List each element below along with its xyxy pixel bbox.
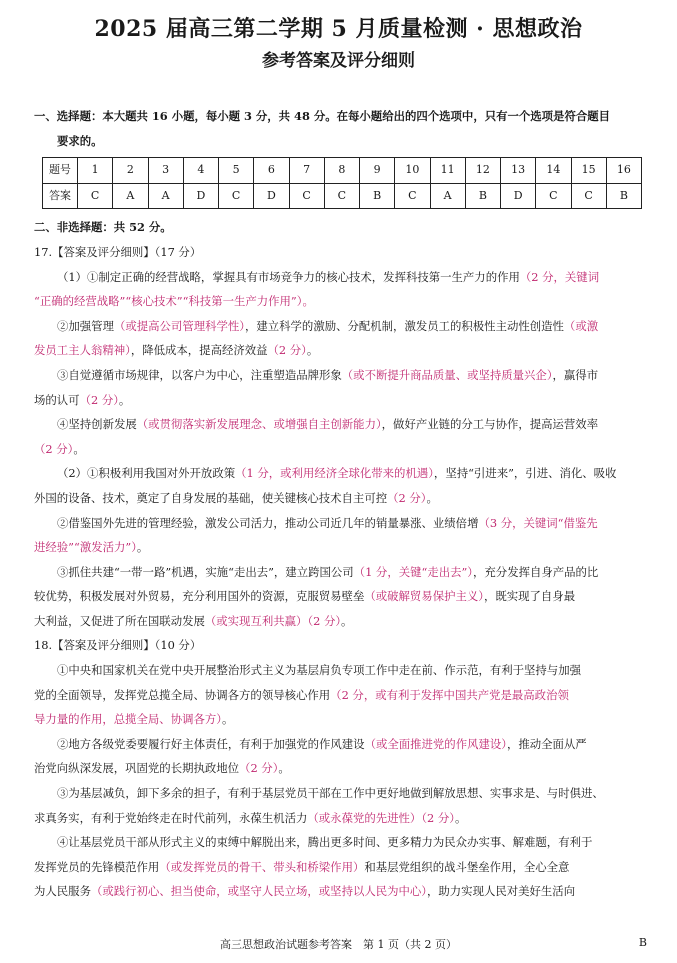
question-number-cell: 10 — [395, 158, 430, 184]
question-number-cell: 16 — [606, 158, 641, 184]
answer-cell: D — [254, 183, 289, 209]
question-number-cell: 14 — [536, 158, 571, 184]
question-number-cell: 1 — [78, 158, 113, 184]
section1-instructions: 一、选择题：本大题共 16 小题，每小题 3 分，共 48 分。在每小题给出的四个选项中，只有一个选项是符合题目 — [34, 109, 611, 123]
question-number-cell: 8 — [324, 158, 359, 184]
answer-cell: C — [571, 183, 606, 209]
q18-item-1: ①中央和国家机关在党中央开展整治形式主义为基层肩负专项工作中走在前、作示范，有利于坚持与加强 — [57, 663, 581, 678]
q18-header: 18.【答案及评分细则】（10 分） — [34, 638, 202, 653]
q18-item-2: ②地方各级党委要履行好主体责任，有利于加强党的作风建设（或全面推进党的作风建设），推动全面从严 — [57, 736, 587, 751]
q17-item-2-3-cont: 较优势，积极发展对外贸易，充分利用国外的资源，克服贸易壁垒（或破解贸易保护主义），既实现了自身最 — [34, 589, 576, 604]
q18-item-4-cont2: 为人民服务（或践行初心、担当使命，或坚守人民立场，或坚持以人民为中心），助力实现人民对美好生活向 — [34, 884, 576, 899]
answer-table — [42, 157, 642, 209]
q17-item-2-3: ③抓住共建“一带一路”机遇，实施“走出去”，建立跨国公司（1 分，关键“走出去”），充分发挥自身产品的比 — [57, 564, 599, 579]
question-number-cell: 6 — [254, 158, 289, 184]
answer-cell: C — [289, 183, 324, 209]
q17-item-1-4-cont: （2 分）。 — [34, 441, 85, 456]
answer-cell: C — [536, 183, 571, 209]
q17-item-1-4: ④坚持创新发展（或贯彻落实新发展理念、或增强自主创新能力），做好产业链的分工与协作，提高运营效率 — [57, 417, 599, 432]
q17-item-2-1: （2）①积极利用我国对外开放政策（1 分，或利用经济全球化带来的机遇），坚持“引进来”，引进、消化、吸收 — [57, 466, 617, 481]
q17-header: 17.【答案及评分细则】（17 分） — [34, 244, 202, 259]
answer-cell: B — [465, 183, 500, 209]
answer-cell: D — [501, 183, 536, 209]
q18-item-1-cont: 党的全面领导，发挥党总揽全局、协调各方的领导核心作用（2 分，或有利于发挥中国共产党是最高政治领 — [34, 687, 569, 702]
page-subtitle: 参考答案及评分细则 — [262, 51, 415, 71]
row-label-number: 题号 — [43, 158, 78, 184]
answer-cell: B — [360, 183, 395, 209]
question-number-cell: 7 — [289, 158, 324, 184]
q17-item-1-1: （1）①制定正确的经营战略，掌握具有市场竞争力的核心技术，发挥科技第一生产力的作用（2 分，关键词 — [57, 269, 600, 284]
answer-cell: C — [219, 183, 254, 209]
question-number-cell: 3 — [148, 158, 183, 184]
q18-item-3: ③为基层减负，卸下多余的担子，有利于基层党员干部在工作中更好地做到解放思想、实事求是、与时俱进、 — [57, 786, 604, 801]
q18-item-3-cont: 求真务实，有利于党始终走在时代前列，永葆生机活力（或永葆党的先进性）（2 分）。 — [34, 810, 467, 825]
q17-item-2-2: ②借鉴国外先进的管理经验，激发公司活力，推动公司近几年的销量暴涨、业绩倍增（3 分，关键词“借鉴先 — [57, 515, 598, 530]
page-footer: 高三思想政治试题参考答案 第 1 页（共 2 页） — [220, 938, 457, 951]
q17-item-2-1-cont: 外国的设备、技术，奠定了自身发展的基础，使关键核心技术自主可控（2 分）。 — [34, 490, 438, 505]
row-label-answer: 答案 — [43, 183, 78, 209]
question-number-cell: 13 — [501, 158, 536, 184]
answer-row — [43, 183, 642, 209]
q18-item-1-cont2: 导力量的作用，总揽全局、协调各方）。 — [34, 712, 234, 727]
answer-cell: B — [606, 183, 641, 209]
answer-cell: D — [183, 183, 218, 209]
answer-cell: A — [148, 183, 183, 209]
question-number-cell: 11 — [430, 158, 465, 184]
answer-cell: A — [430, 183, 465, 209]
question-number-cell: 5 — [219, 158, 254, 184]
question-number-cell: 2 — [113, 158, 148, 184]
paper-version-mark: B — [638, 936, 647, 949]
q17-item-1-2-cont: 发员工主人翁精神），降低成本，提高经济效益（2 分）。 — [34, 343, 319, 358]
question-number-row — [43, 158, 642, 184]
q17-item-1-1-cont: “正确的经营战略”“核心技术”“科技第一生产力作用”）。 — [34, 294, 314, 309]
q18-item-2-cont: 治党向纵深发展，巩固党的长期执政地位（2 分）。 — [34, 761, 290, 776]
q17-item-2-3-cont2: 大利益，又促进了所在国联动发展（或实现互利共赢）（2 分）。 — [34, 613, 353, 628]
question-number-cell: 12 — [465, 158, 500, 184]
question-number-cell: 15 — [571, 158, 606, 184]
answer-body — [34, 104, 652, 904]
q17-item-1-3: ③自觉遵循市场规律，以客户为中心，注重塑造品牌形象（或不断提升商品质量、或坚持质量兴企），赢得市 — [57, 367, 599, 382]
q17-item-1-3-cont: 场的认可（2 分）。 — [34, 392, 131, 407]
answer-cell: A — [113, 183, 148, 209]
q17-item-1-2: ②加强管理（或提高公司管理科学性），建立科学的激励、分配机制，激发员工的积极性主动性创造性（或激 — [57, 318, 599, 333]
q18-item-4: ④让基层党员干部从形式主义的束缚中解脱出来，腾出更多时间、更多精力为民众办实事、解难题，有利于 — [57, 835, 593, 850]
section2-heading: 二、非选择题：共 52 分。 — [34, 220, 172, 235]
question-number-cell: 4 — [183, 158, 218, 184]
page-title: 2025 届高三第二学期 5 月质量检测 · 思想政治 — [94, 16, 583, 42]
section1-instructions-cont: 要求的。 — [57, 133, 103, 148]
answer-cell: C — [395, 183, 430, 209]
question-number-cell: 9 — [360, 158, 395, 184]
q17-item-2-2-cont: 进经验”“激发活力”）。 — [34, 540, 149, 555]
answer-cell: C — [324, 183, 359, 209]
answer-cell: C — [78, 183, 113, 209]
q18-item-4-cont: 发挥党员的先锋模范作用（或发挥党员的骨干、带头和桥梁作用）和基层党组织的战斗堡垒作用，全心全意 — [34, 859, 570, 874]
